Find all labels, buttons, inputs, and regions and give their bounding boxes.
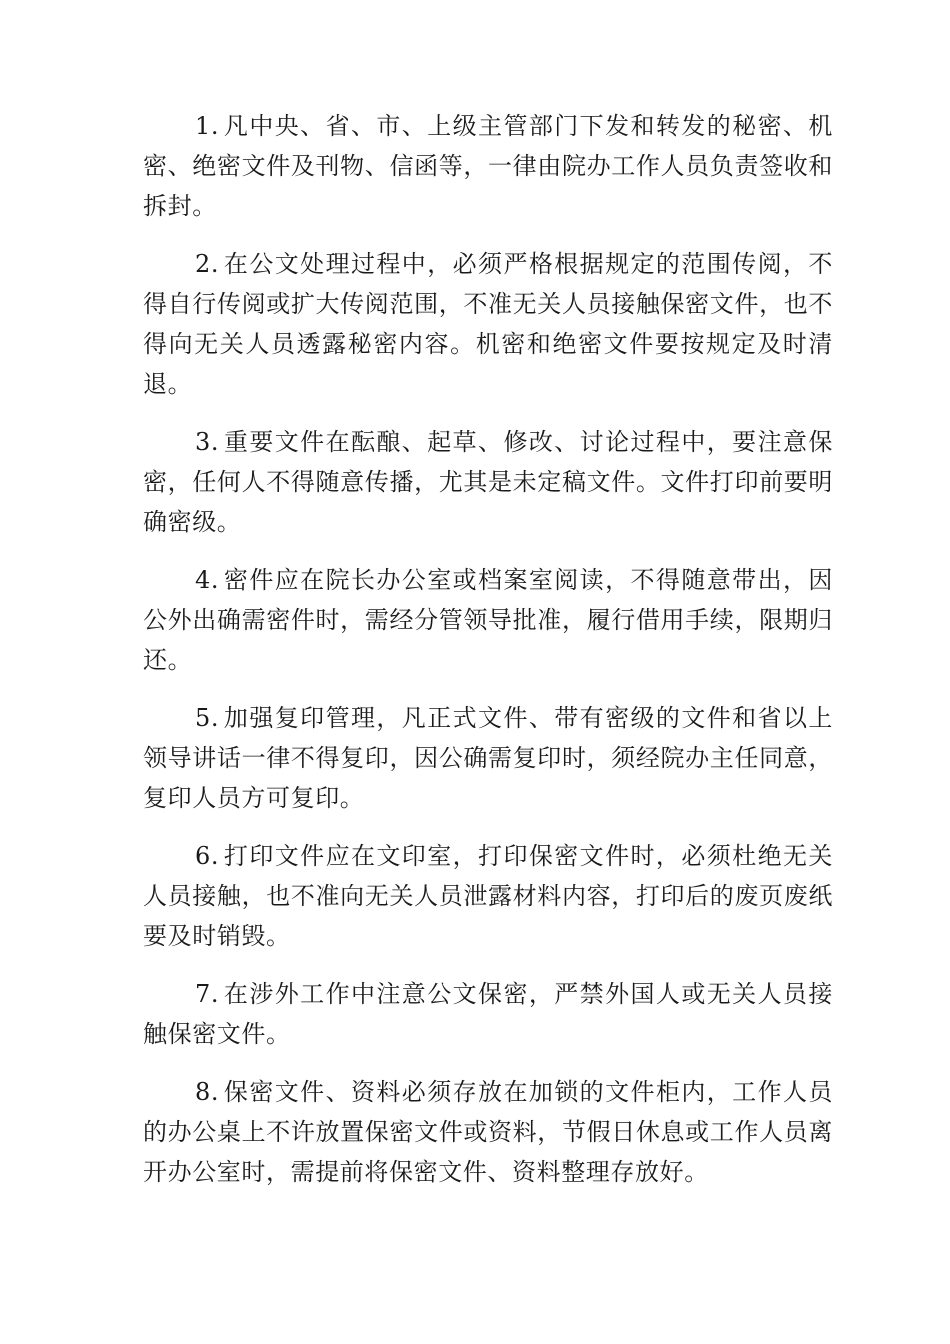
paragraph-5 — [143, 698, 833, 818]
paragraph-3 — [143, 422, 833, 542]
item-number: 7. — [195, 980, 220, 1008]
paragraph-7 — [143, 974, 833, 1054]
paragraph-text: 重要文件在酝酿、起草、修改、讨论过程中，要注意保密，任何人不得随意传播，尤其是未定稿文件。文件打印前要明确密级。 — [143, 428, 833, 536]
item-number: 5. — [195, 704, 220, 732]
paragraph-text: 保密文件、资料必须存放在加锁的文件柜内，工作人员的办公桌上不许放置保密文件或资料，节假日休息或工作人员离开办公室时，需提前将保密文件、资料整理存放好。 — [143, 1078, 833, 1186]
paragraph-text: 凡中央、省、市、上级主管部门下发和转发的秘密、机密、绝密文件及刊物、信函等，一律由院办工作人员负责签收和拆封。 — [143, 112, 833, 220]
paragraph-8 — [143, 1072, 833, 1192]
paragraph-text: 加强复印管理，凡正式文件、带有密级的文件和省以上领导讲话一律不得复印，因公确需复印时，须经院办主任同意，复印人员方可复印。 — [143, 704, 833, 812]
paragraph-4 — [143, 560, 833, 680]
paragraph-text: 打印文件应在文印室，打印保密文件时，必须杜绝无关人员接触，也不准向无关人员泄露材料内容，打印后的废页废纸要及时销毁。 — [143, 842, 833, 950]
paragraph-1 — [143, 106, 833, 226]
item-number: 8. — [195, 1078, 220, 1106]
item-number: 1. — [195, 112, 220, 140]
item-number: 2. — [195, 250, 220, 278]
item-number: 4. — [195, 566, 220, 594]
document-body — [143, 106, 833, 1210]
paragraph-6 — [143, 836, 833, 956]
item-number: 6. — [195, 842, 220, 870]
item-number: 3. — [195, 428, 220, 456]
paragraph-text: 密件应在院长办公室或档案室阅读，不得随意带出，因公外出确需密件时，需经分管领导批准，履行借用手续，限期归还。 — [143, 566, 833, 674]
paragraph-text: 在公文处理过程中，必须严格根据规定的范围传阅，不得自行传阅或扩大传阅范围，不准无关人员接触保密文件，也不得向无关人员透露秘密内容。机密和绝密文件要按规定及时清退。 — [143, 250, 833, 398]
paragraph-text: 在涉外工作中注意公文保密，严禁外国人或无关人员接触保密文件。 — [143, 980, 833, 1048]
paragraph-2 — [143, 244, 833, 404]
